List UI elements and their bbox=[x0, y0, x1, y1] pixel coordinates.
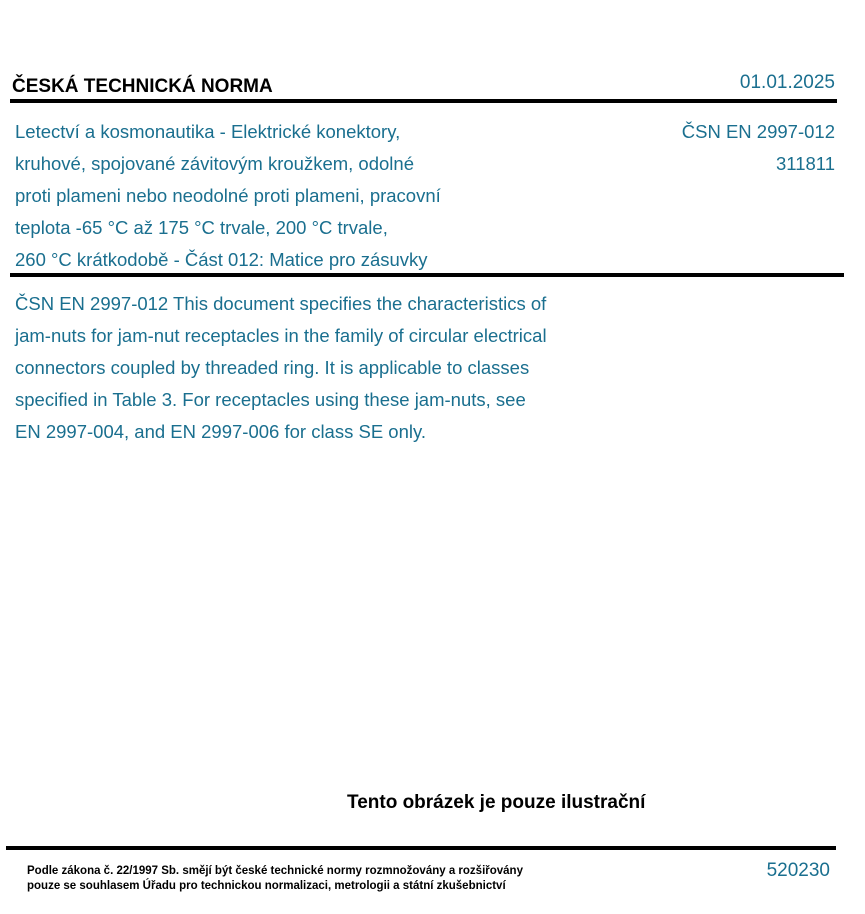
document-brand: ČESKÁ TECHNICKÁ NORMA bbox=[12, 76, 273, 97]
standard-title-line: kruhové, spojované závitovým kroužkem, odolné bbox=[15, 153, 414, 174]
legal-line: pouze se souhlasem Úřadu pro technickou normalizaci, metrologii a státní zkušebnictví bbox=[27, 880, 506, 892]
legal-notice bbox=[27, 864, 523, 894]
description-line: connectors coupled by threaded ring. It is applicable to classes bbox=[15, 357, 530, 378]
title-rule bbox=[10, 273, 844, 277]
description-line: jam-nuts for jam-nut receptacles in the family of circular electrical bbox=[15, 325, 547, 346]
header-rule bbox=[10, 99, 837, 103]
footer-code: 520230 bbox=[766, 860, 830, 881]
legal-line: Podle zákona č. 22/1997 Sb. smějí být české technické normy rozmnožovány a rozšiřovány bbox=[27, 865, 523, 877]
description-line: ČSN EN 2997-012 This document specifies the characteristics of bbox=[15, 293, 547, 314]
standard-title-line: Letectví a kosmonautika - Elektrické konektory, bbox=[15, 121, 401, 142]
standard-title-line: teplota -65 °C až 175 °C trvale, 200 °C trvale, bbox=[15, 217, 388, 238]
issue-date: 01.01.2025 bbox=[739, 72, 835, 93]
description-line: specified in Table 3. For receptacles using these jam-nuts, see bbox=[15, 389, 526, 410]
footer-rule bbox=[6, 846, 836, 850]
standard-description bbox=[15, 288, 655, 448]
standard-title-line: proti plameni nebo neodolné proti plameni, pracovní bbox=[15, 185, 441, 206]
illustration-note: Tento obrázek je pouze ilustrační bbox=[347, 792, 646, 813]
standard-title-line: 260 °C krátkodobě - Část 012: Matice pro zásuvky bbox=[15, 249, 428, 270]
standard-designation: ČSN EN 2997-012 bbox=[681, 121, 835, 142]
standard-title bbox=[15, 116, 535, 276]
class-number: 311811 bbox=[776, 153, 835, 174]
description-line: EN 2997-004, and EN 2997-006 for class SE only. bbox=[15, 421, 427, 442]
standard-codes bbox=[682, 116, 835, 180]
